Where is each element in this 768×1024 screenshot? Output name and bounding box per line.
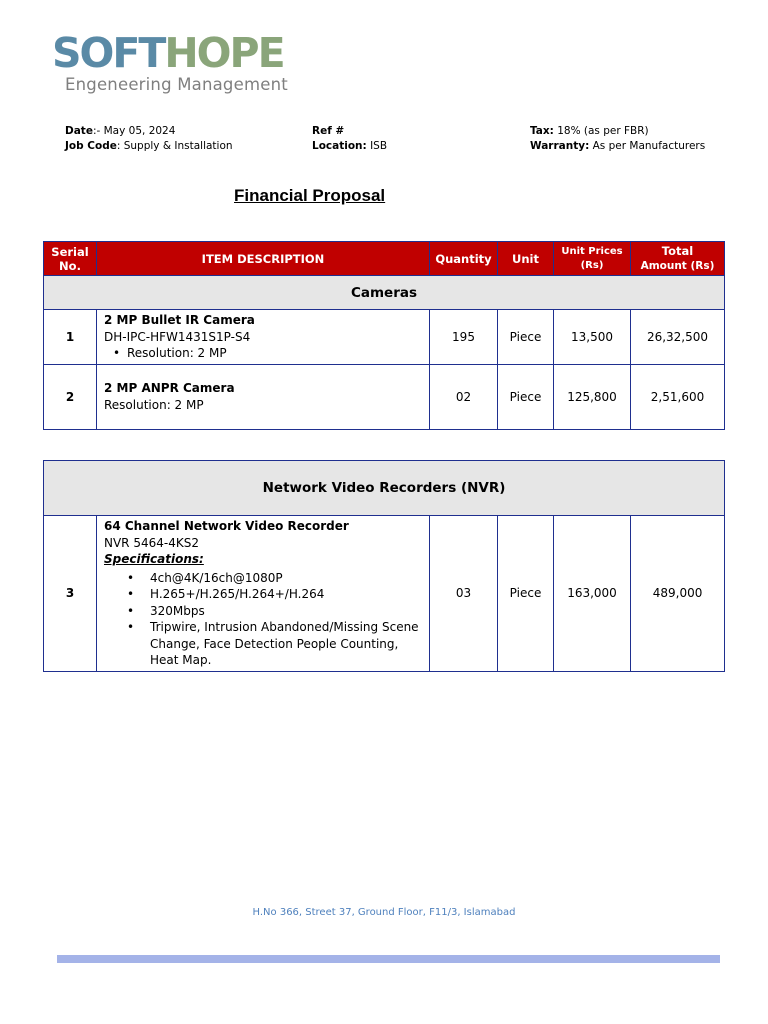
item-total: 26,32,500 [631,310,725,365]
date-label: Date [65,125,93,137]
item-serial: 1 [44,310,97,365]
item-unit-price: 125,800 [554,365,631,430]
meta-tax-warranty [530,124,705,153]
header-serial-line1: Serial [51,244,89,259]
spec-label: Specifications: [104,552,204,566]
footer-address: H.No 366, Street 37, Ground Floor, F11/3, Islamabad [252,907,516,918]
logo-soft: SOFT [52,29,165,77]
table-row [44,516,725,672]
location-value: ISB [366,139,388,152]
date-value: :- May 05, 2024 [92,125,176,137]
item-bullet: • Resolution: 2 MP [104,345,422,362]
section-title-cameras: Cameras [44,276,725,310]
item-bullet: • H.265+/H.265/H.264+/H.264 [104,586,422,603]
logo-wordmark [52,30,288,76]
table-row [44,310,725,365]
item-description [97,516,430,672]
location-line [312,139,387,154]
item-quantity: 02 [430,365,498,430]
header-total [631,242,725,276]
section-row-nvr [44,461,725,516]
item-bullet: • Tripwire, Intrusion Abandoned/Missing Scene Change, Face Detection People Counting, Heat Map. [104,619,422,669]
ref-line [312,124,387,139]
nvr-table [43,460,725,672]
item-unit-price: 13,500 [554,310,631,365]
tax-label: Tax: [530,125,554,137]
document-title: Financial Proposal [234,186,386,205]
item-model: NVR 5464-4KS2 [104,535,199,550]
warranty-line [530,139,705,154]
item-description [97,365,430,430]
item-unit: Piece [498,365,554,430]
section-row-cameras [44,276,725,310]
warranty-value: As per Manufacturers [589,139,706,152]
header-serial [44,242,97,276]
item-quantity: 195 [430,310,498,365]
item-name: 2 MP ANPR Camera [104,381,235,395]
item-unit: Piece [498,516,554,672]
company-logo [52,30,288,94]
item-model: DH-IPC-HFW1431S1P-S4 [104,329,251,344]
ref-label: Ref # [312,125,345,137]
header-description: ITEM DESCRIPTION [97,242,430,276]
header-quantity: Quantity [430,242,498,276]
footer-bar [57,955,720,963]
header-total-line2: Amount (Rs) [640,260,715,272]
cameras-table [43,241,725,430]
item-total: 2,51,600 [631,365,725,430]
warranty-label: Warranty: [530,139,590,152]
table-header-row [44,242,725,276]
header-unit-price-line1: Unit Prices [561,245,623,257]
item-quantity: 03 [430,516,498,672]
item-unit: Piece [498,310,554,365]
item-bullet: • 4ch@4K/16ch@1080P [104,570,422,587]
item-name: 2 MP Bullet IR Camera [104,313,255,327]
item-bullets [104,345,422,362]
job-code-line [65,139,233,154]
meta-ref-location [312,124,387,153]
header-total-line1: Total [661,244,694,258]
item-bullets [104,570,422,669]
location-label: Location: [312,139,367,152]
date-line [65,124,233,139]
item-model: Resolution: 2 MP [104,397,204,412]
logo-tagline: Engeneering Management [65,75,288,94]
job-code-label: Job Code [65,139,117,152]
item-total: 489,000 [631,516,725,672]
item-bullet: • 320Mbps [104,603,422,620]
table-row [44,365,725,430]
job-code-value: : Supply & Installation [116,139,233,152]
item-serial: 3 [44,516,97,672]
item-serial: 2 [44,365,97,430]
meta-date-jobcode [65,124,233,153]
header-serial-line2: No. [59,258,81,273]
tax-line [530,124,705,139]
tax-value: 18% (as per FBR) [553,125,649,137]
logo-hope: HOPE [164,29,284,77]
header-unit-price [554,242,631,276]
header-unit-price-line2: (Rs) [580,259,604,271]
item-description [97,310,430,365]
item-unit-price: 163,000 [554,516,631,672]
header-unit: Unit [498,242,554,276]
section-title-nvr: Network Video Recorders (NVR) [44,461,725,516]
item-name: 64 Channel Network Video Recorder [104,519,349,533]
